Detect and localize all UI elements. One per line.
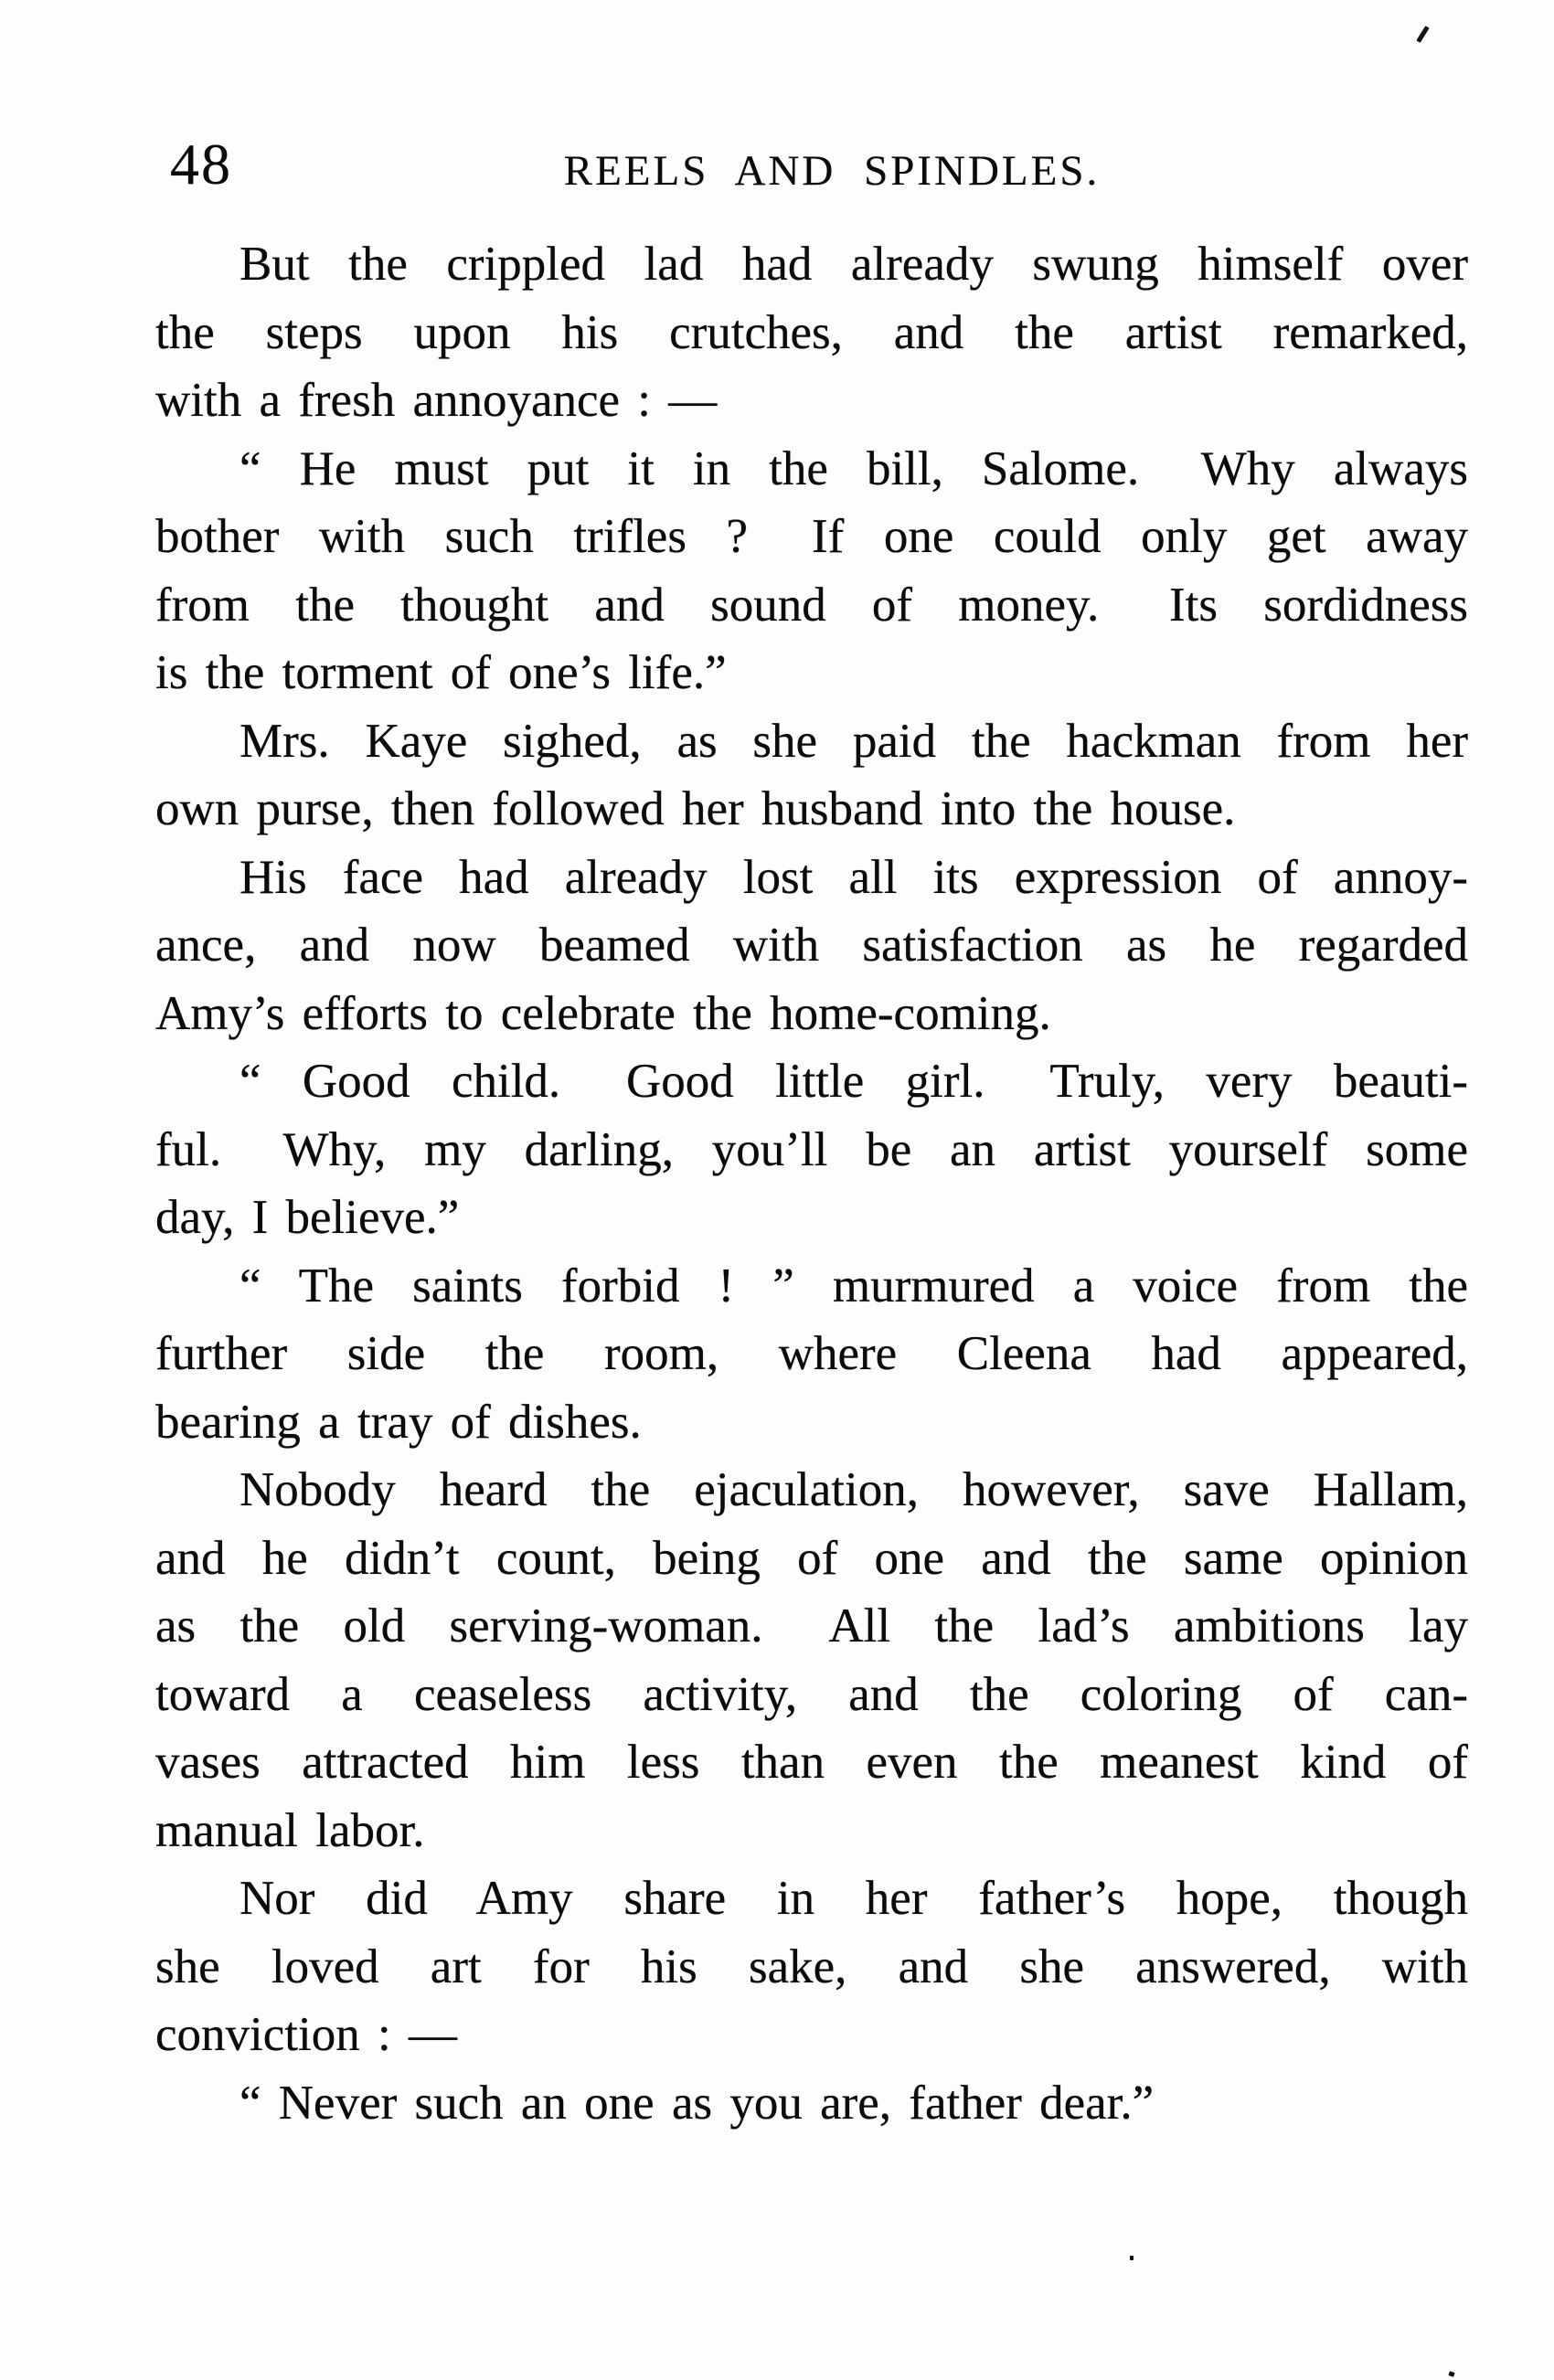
text-line: Nor did Amy share in her father’s hope, though bbox=[239, 1872, 1468, 1925]
ink-speck bbox=[1130, 2256, 1134, 2260]
text-line: “ He must put it in the bill, Salome. Why always bbox=[239, 441, 1468, 495]
text-line: bother with such trifles ? If one could only get away bbox=[155, 510, 1468, 563]
text-line: But the crippled lad had already swung himself over bbox=[239, 238, 1468, 291]
text-lines bbox=[155, 230, 1468, 2137]
text-line: Mrs. Kaye sighed, as she paid the hackman from her bbox=[239, 714, 1468, 768]
text-line: toward a ceaseless activity, and the coloring of can- bbox=[155, 1667, 1468, 1721]
text-line: the steps upon his crutches, and the artist remarked, bbox=[155, 305, 1468, 359]
page-number: 48 bbox=[170, 132, 232, 197]
text-line: Nobody heard the ejaculation, however, save Hallam, bbox=[239, 1463, 1468, 1516]
text-line: she loved art for his sake, and she answered, with bbox=[155, 1939, 1468, 1993]
ink-speck bbox=[1448, 2371, 1454, 2377]
text-line: “ Never such an one as you are, father dear.” bbox=[239, 2076, 1155, 2130]
ink-speck bbox=[1416, 26, 1429, 43]
text-line: and he didn’t count, being of one and the same opinion bbox=[155, 1531, 1468, 1585]
text-line: manual labor. bbox=[155, 1803, 425, 1857]
text-line: “ Good child. Good little girl. Truly, very beauti- bbox=[239, 1055, 1468, 1108]
text-line: from the thought and sound of money. Its sordidness bbox=[155, 578, 1468, 632]
text-line: as the old serving-woman. All the lad’s ambitions lay bbox=[155, 1599, 1468, 1652]
text-line: ance, and now beamed with satisfaction as he regarded bbox=[155, 919, 1468, 972]
text-line: vases attracted him less than even the meanest kind of bbox=[155, 1736, 1468, 1789]
text-line: further side the room, where Cleena had appeared, bbox=[155, 1327, 1468, 1380]
running-title: REELS AND SPINDLES. bbox=[563, 147, 1101, 195]
text-line: with a fresh annoyance : — bbox=[155, 374, 718, 427]
text-line: day, I believe.” bbox=[155, 1191, 460, 1244]
text-line: Amy’s efforts to celebrate the home-coming. bbox=[155, 986, 1051, 1040]
text-line: ful. Why, my darling, you’ll be an artist yourself some bbox=[155, 1122, 1468, 1176]
text-line: His face had already lost all its expression of annoy- bbox=[239, 850, 1468, 904]
text-line: bearing a tray of dishes. bbox=[155, 1395, 642, 1449]
text-line: own purse, then followed her husband into the house. bbox=[155, 782, 1236, 835]
text-line: conviction : — bbox=[155, 2008, 457, 2061]
text-line: “ The saints forbid ! ” murmured a voice from the bbox=[239, 1259, 1468, 1312]
text-line: is the torment of one’s life.” bbox=[155, 646, 727, 699]
